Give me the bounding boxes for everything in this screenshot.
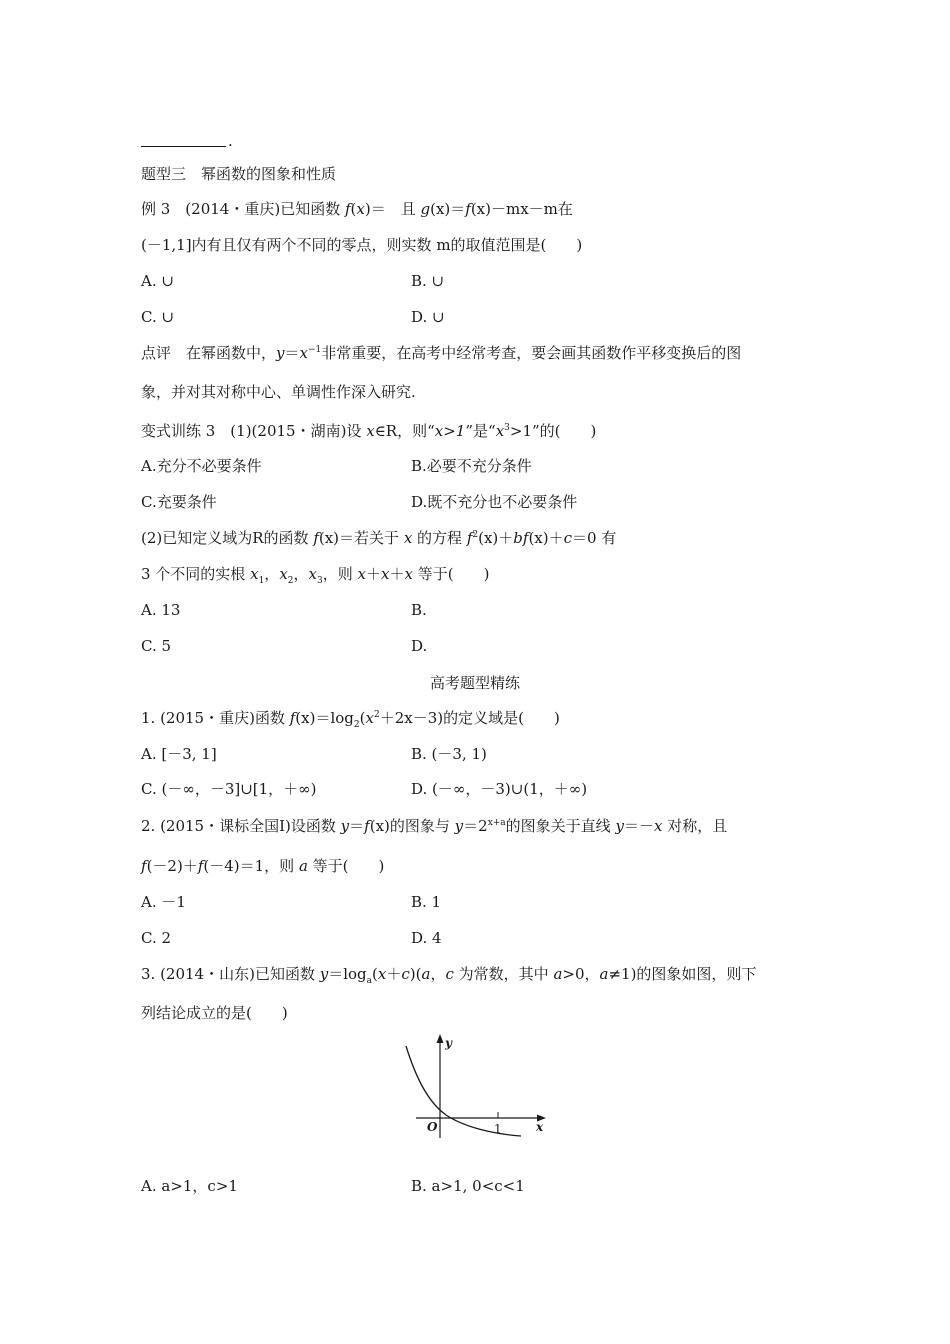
example3-option-a: A. ∪ xyxy=(141,272,174,290)
q2-stem-line2: f(－2)＋f(－4)＝1，则 a 等于( ) xyxy=(141,857,385,875)
q3-option-b: B. a>1, 0<c<1 xyxy=(411,1177,525,1195)
fill-blank-line xyxy=(141,146,226,147)
y-axis-arrow-icon xyxy=(437,1034,444,1043)
variant3-option-a: A.充分不必要条件 xyxy=(141,457,262,475)
variant3-part2-line1: (2)已知定义域为R的函数 f(x)＝若关于 x 的方程 $f^2(x)+bf(x)+c=0$ 有 xyxy=(141,529,617,547)
q2-stem-line1: 2. (2015・课标全国Ⅰ)设函数 y＝f(x)的图象与 $y=2^{x+a}$的图象关于直线 y＝－x 对称，且 xyxy=(141,817,728,835)
variant3-option-b: B.必要不充分条件 xyxy=(411,457,532,475)
y-axis-label: y xyxy=(445,1036,452,1050)
q3-stem-line2: 列结论成立的是( ) xyxy=(141,1004,288,1022)
q3-function-graph xyxy=(398,1030,558,1145)
variant3-line1: 变式训练 3 (1)(2015・湖南)设 x∈R，则“x>1”是“$x^3>1$”的( ) xyxy=(141,422,597,440)
q2-option-a: A. －1 xyxy=(141,893,186,911)
q1-option-a: A. [－3, 1] xyxy=(141,745,217,763)
variant3-part2-option-d: D. xyxy=(411,637,428,655)
comment-line1: 点评 在幂函数中，$y=x^{-1}$非常重要，在高考中经常考查，要会画其函数作平移变换后的图 xyxy=(141,344,742,362)
q2-option-d: D. 4 xyxy=(411,929,442,947)
section-title: 题型三 幂函数的图象和性质 xyxy=(141,165,337,183)
origin-label: O xyxy=(427,1120,438,1134)
example3-option-b: B. ∪ xyxy=(411,272,445,290)
variant3-option-c: C.充要条件 xyxy=(141,493,217,511)
q3-stem-line1: 3. (2014・山东)已知函数 $y=\log_a(x+c)(a$，c 为常数，其中 a>0，a≠1)的图象如图，则下 xyxy=(141,965,757,986)
q1-option-c: C. (－∞，－3]∪[1，＋∞) xyxy=(141,780,317,798)
q1-option-d: D. (－∞，－3)∪(1，＋∞) xyxy=(411,780,588,798)
q2-option-c: C. 2 xyxy=(141,929,172,947)
variant3-part2-option-c: C. 5 xyxy=(141,637,172,655)
example3-line1: 例 3 (2014・重庆)已知函数 f(x)＝ 且 g(x)＝f(x)－mx－m在 xyxy=(141,200,573,218)
fill-blank-dot: . xyxy=(228,132,233,150)
q1-stem: 1. (2015・重庆)函数 $f(x)=\log_2(x^2+2x-3)$的定义域是( ) xyxy=(141,709,560,730)
variant3-part2-line2: 3 个不同的实根 $x_1$，$x_2$，$x_3$，则 x＋x＋x 等于( ) xyxy=(141,565,490,586)
example3-option-d: D. ∪ xyxy=(411,308,445,326)
x-tick-label: 1 xyxy=(494,1122,502,1136)
log-curve xyxy=(406,1046,521,1136)
q2-option-b: B. 1 xyxy=(411,893,442,911)
variant3-part2-option-b: B. xyxy=(411,601,427,619)
variant3-part2-option-a: A. 13 xyxy=(141,601,181,619)
comment-line2: 象，并对其对称中心、单调性作深入研究. xyxy=(141,383,416,401)
example3-line2: (－1,1]内有且仅有两个不同的零点，则实数 m的取值范围是( ) xyxy=(141,236,583,254)
q3-option-a: A. a>1，c>1 xyxy=(141,1177,238,1195)
variant3-option-d: D.既不充分也不必要条件 xyxy=(411,493,578,511)
example3-option-c: C. ∪ xyxy=(141,308,175,326)
practice-title: 高考题型精练 xyxy=(429,674,520,692)
q1-option-b: B. (－3, 1) xyxy=(411,745,487,763)
x-axis-label: x xyxy=(536,1120,544,1134)
